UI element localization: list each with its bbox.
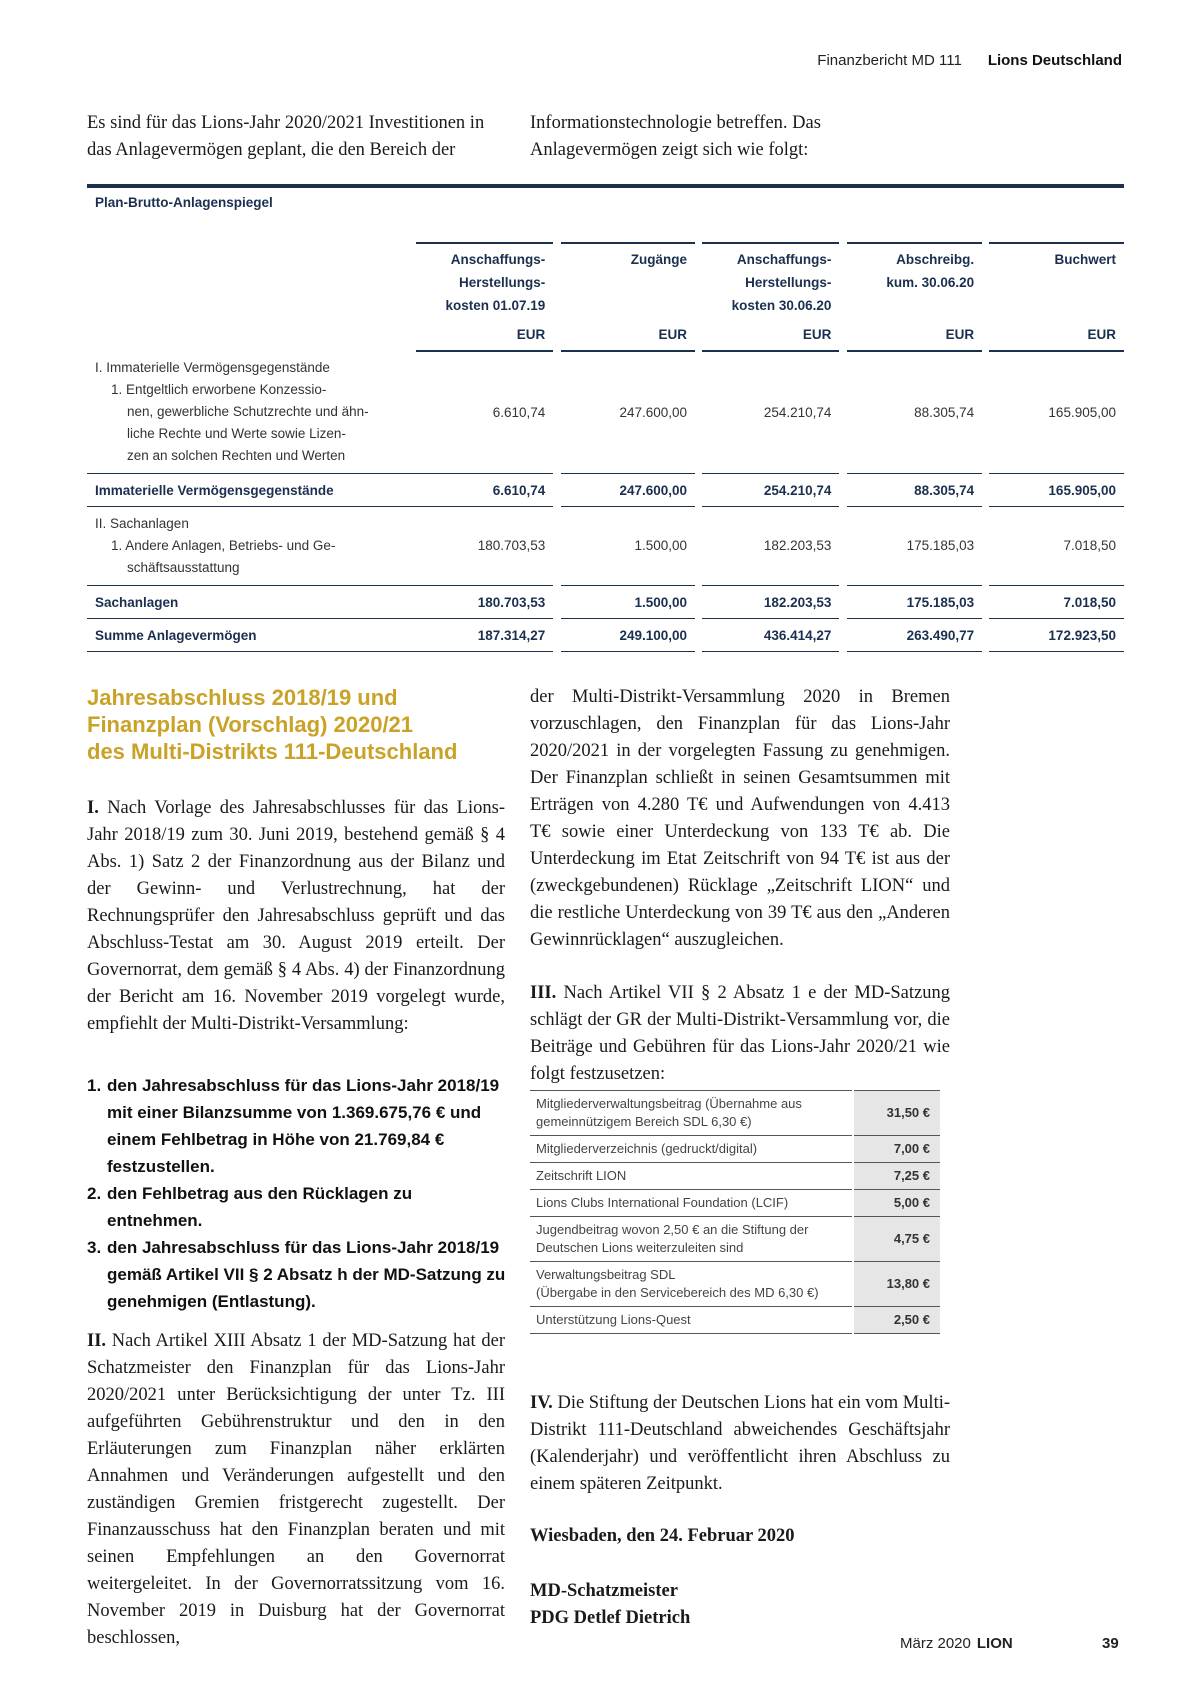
unit-label: EUR xyxy=(989,321,1124,351)
asset-table xyxy=(87,242,1124,652)
cell-value: 165.905,00 xyxy=(1048,404,1116,420)
fee-label: Mitgliederverzeichnis (gedruckt/digital) xyxy=(530,1136,853,1163)
fee-label: Jugendbeitrag wovon 2,50 € an die Stiftung der Deutschen Lions weiterzuleiten sind xyxy=(530,1217,853,1262)
cell-value: 1.500,00 xyxy=(634,538,688,553)
fee-amount: 13,80 € xyxy=(853,1262,940,1307)
row-label: II. Sachanlagen 1. Andere Anlagen, Betriebs- und Ge- schäftsausstattung xyxy=(95,516,336,575)
list-item: 1. den Jahresabschluss für das Lions-Jahr 2018/19 mit einer Bilanzsumme von 1.369.675,76 € und einem Fehlbetrag in Höhe von 21.769,84 € festzustellen. xyxy=(87,1076,500,1176)
cell-value: 6.610,74 xyxy=(492,404,546,420)
cell-value: 187.314,27 xyxy=(416,619,553,652)
cell-value: 88.305,74 xyxy=(914,404,975,420)
column-header: Anschaffungs- Herstellungs- kosten 01.07.19 xyxy=(416,243,553,321)
table-row xyxy=(530,1262,940,1307)
fee-amount: 2,50 € xyxy=(853,1307,940,1334)
subtotal-row xyxy=(87,474,1124,507)
fee-amount: 31,50 € xyxy=(853,1091,940,1136)
cell-value: 249.100,00 xyxy=(561,619,696,652)
table-row xyxy=(87,507,1124,586)
fee-label: Unterstützung Lions-Quest xyxy=(530,1307,853,1334)
place-date: Wiesbaden, den 24. Februar 2020 xyxy=(530,1526,795,1546)
fee-amount: 7,00 € xyxy=(853,1136,940,1163)
intro-text-left: Es sind für das Lions-Jahr 2020/2021 Investitionen in das Anlagevermögen geplant, die den Bereich der xyxy=(87,113,485,160)
column-header: Zugänge xyxy=(561,243,696,321)
issue-month: März 2020 xyxy=(900,1635,971,1652)
table-unit-row xyxy=(87,321,1124,351)
cell-value: 247.600,00 xyxy=(561,474,696,507)
cell-value: 180.703,53 xyxy=(477,538,546,553)
cell-value: 254.210,74 xyxy=(702,474,839,507)
page-footer xyxy=(900,1635,1013,1652)
cell-value: 7.018,50 xyxy=(1063,538,1116,553)
column-header: Anschaffungs- Herstellungs- kosten 30.06.20 xyxy=(702,243,839,321)
cell-value: 436.414,27 xyxy=(702,619,839,652)
table-row xyxy=(530,1190,940,1217)
row-label: Summe Anlagevermögen xyxy=(87,619,416,652)
cell-value: 182.203,53 xyxy=(763,538,832,553)
list-item: 2. den Fehlbetrag aus den Rücklagen zu entnehmen. xyxy=(87,1184,413,1230)
cell-value: 165.905,00 xyxy=(989,474,1124,507)
asset-table-title: Plan-Brutto-Anlagenspiegel xyxy=(95,195,273,210)
fee-label: Mitgliederverwaltungsbeitrag (Übernahme aus gemeinnützigem Bereich SDL 6,30 €) xyxy=(530,1091,853,1136)
cell-value: 175.185,03 xyxy=(906,538,975,553)
page-header xyxy=(817,52,1122,69)
table-header-row xyxy=(87,243,1124,321)
fee-amount: 5,00 € xyxy=(853,1190,940,1217)
cell-value: 263.490,77 xyxy=(847,619,983,652)
list-item: 3. den Jahresabschluss für das Lions-Jahr 2018/19 gemäß Artikel VII § 2 Absatz h der MD-Satzung zu genehmigen (Entlastung). xyxy=(87,1238,506,1311)
publication-name: Lions Deutschland xyxy=(987,52,1122,69)
unit-label: EUR xyxy=(847,321,983,351)
paragraph-ii: II. Nach Artikel XIII Absatz 1 der MD-Satzung hat der Schatzmeister den Finanzplan für das Lions-Jahr 2020/2021 unter Berücksichtigung der unter Tz. III aufgeführten Gebührenstruktur und den in den Erläuterungen zum Finanzplan näher erklärten Annahmen und Veränderungen aufgestellt und den zuständigen Gremien fristgerecht zugestellt. Der Finanzausschuss hat den Finanzplan beraten und mit seinen Empfehlungen an den Governorrat weitergeleitet. In der Governorratssitzung vom 16. November 2019 in Duisburg hat der Governorrat beschlossen, xyxy=(87,1331,505,1648)
report-title: Finanzbericht MD 111 xyxy=(817,52,962,69)
table-row xyxy=(530,1217,940,1262)
unit-label: EUR xyxy=(416,321,553,351)
cell-value: 254.210,74 xyxy=(763,404,832,420)
table-row xyxy=(530,1136,940,1163)
unit-label: EUR xyxy=(561,321,696,351)
table-row xyxy=(530,1091,940,1136)
fee-amount: 4,75 € xyxy=(853,1217,940,1262)
intro-text-right: Informationstechnologie betreffen. Das Anlagevermögen zeigt sich wie folgt: xyxy=(530,113,821,160)
signature-role: MD-Schatzmeister xyxy=(530,1581,678,1601)
subtotal-row xyxy=(87,586,1124,619)
section-heading: Jahresabschluss 2018/19 und Finanzplan (Vorschlag) 2020/21 des Multi-Distrikts 111-Deutschland xyxy=(87,685,458,764)
row-label: Immaterielle Vermögensgegenstände xyxy=(87,474,416,507)
row-label: Sachanlagen xyxy=(87,586,416,619)
paragraph-iii: III. Nach Artikel VII § 2 Absatz 1 e der MD-Satzung schlägt der GR der Multi-Distrikt-Versammlung vor, die Beiträge und Gebühren für das Lions-Jahr 2020/21 wie folgt festzusetzen: xyxy=(530,983,950,1084)
page-number: 39 xyxy=(1102,1635,1119,1652)
cell-value: 180.703,53 xyxy=(416,586,553,619)
column-header: Buchwert xyxy=(989,243,1124,321)
fee-label: Lions Clubs International Foundation (LCIF) xyxy=(530,1190,853,1217)
fee-label: Verwaltungsbeitrag SDL (Übergabe in den Servicebereich des MD 6,30 €) xyxy=(530,1262,853,1307)
table-row xyxy=(530,1163,940,1190)
paragraph-iv: IV. Die Stiftung der Deutschen Lions hat ein vom Multi-Distrikt 111-Deutschland abweichendes Geschäftsjahr (Kalenderjahr) und veröffentlicht ihren Abschluss zu einem späteren Zeitpunkt. xyxy=(530,1393,951,1494)
paragraph-ii-continued: der Multi-Distrikt-Versammlung 2020 in Bremen vorzuschlagen, den Finanzplan für das Lions-Jahr 2020/2021 in der vorgelegten Fassung zu genehmigen. Der Finanzplan schließt in seinen Gesamtsummen mit Erträgen von 4.280 T€ und Aufwendungen von 4.413 T€ sowie einer Unterdeckung von 133 T€ ab. Die Unterdeckung im Etat Zeitschrift von 94 T€ ist aus der (zweckgebundenen) Rücklage „Zeitschrift LION“ und die restliche Unterdeckung von 39 T€ aus den „Anderen Gewinnrücklagen“ auszugleichen. xyxy=(530,687,950,950)
table-row xyxy=(530,1307,940,1334)
paragraph-i: I. Nach Vorlage des Jahresabschlusses für das Lions-Jahr 2018/19 zum 30. Juni 2019, bestehend gemäß § 4 Abs. 1) Satz 2 der Finanzordnung aus der Bilanz und der Gewinn- und Verlustrechnung, hat der Rechnungsprüfer den Jahresabschluss geprüft und das Abschluss-Testat am 30. August 2019 erteilt. Der Governorrat, dem gemäß § 4 Abs. 4) der Finanzordnung der Bericht am 16. November 2019 vorgelegt wurde, empfiehlt der Multi-Distrikt-Versammlung: xyxy=(87,798,505,1034)
cell-value: 88.305,74 xyxy=(847,474,983,507)
total-row xyxy=(87,619,1124,652)
cell-value: 182.203,53 xyxy=(702,586,839,619)
cell-value: 175.185,03 xyxy=(847,586,983,619)
cell-value: 7.018,50 xyxy=(989,586,1124,619)
column-header: Abschreibg. kum. 30.06.20 xyxy=(847,243,983,321)
cell-value: 1.500,00 xyxy=(561,586,696,619)
fee-amount: 7,25 € xyxy=(853,1163,940,1190)
fee-label: Zeitschrift LION xyxy=(530,1163,853,1190)
row-label: I. Immaterielle Vermögensgegenstände 1. Entgeltlich erworbene Konzessio- nen, gewerbliche Schutzrechte und ähn- liche Rechte und Werte sowie Lizen- zen an solchen Rechten und Werten xyxy=(95,360,369,463)
unit-label: EUR xyxy=(702,321,839,351)
magazine-name: LION xyxy=(976,1635,1013,1652)
cell-value: 247.600,00 xyxy=(619,404,688,420)
fee-table xyxy=(530,1090,940,1334)
cell-value: 172.923,50 xyxy=(989,619,1124,652)
signature-name: PDG Detlef Dietrich xyxy=(530,1608,691,1628)
table-row xyxy=(87,351,1124,474)
cell-value: 6.610,74 xyxy=(416,474,553,507)
table-top-rule xyxy=(87,184,1124,188)
recommendation-list xyxy=(87,1072,507,1315)
